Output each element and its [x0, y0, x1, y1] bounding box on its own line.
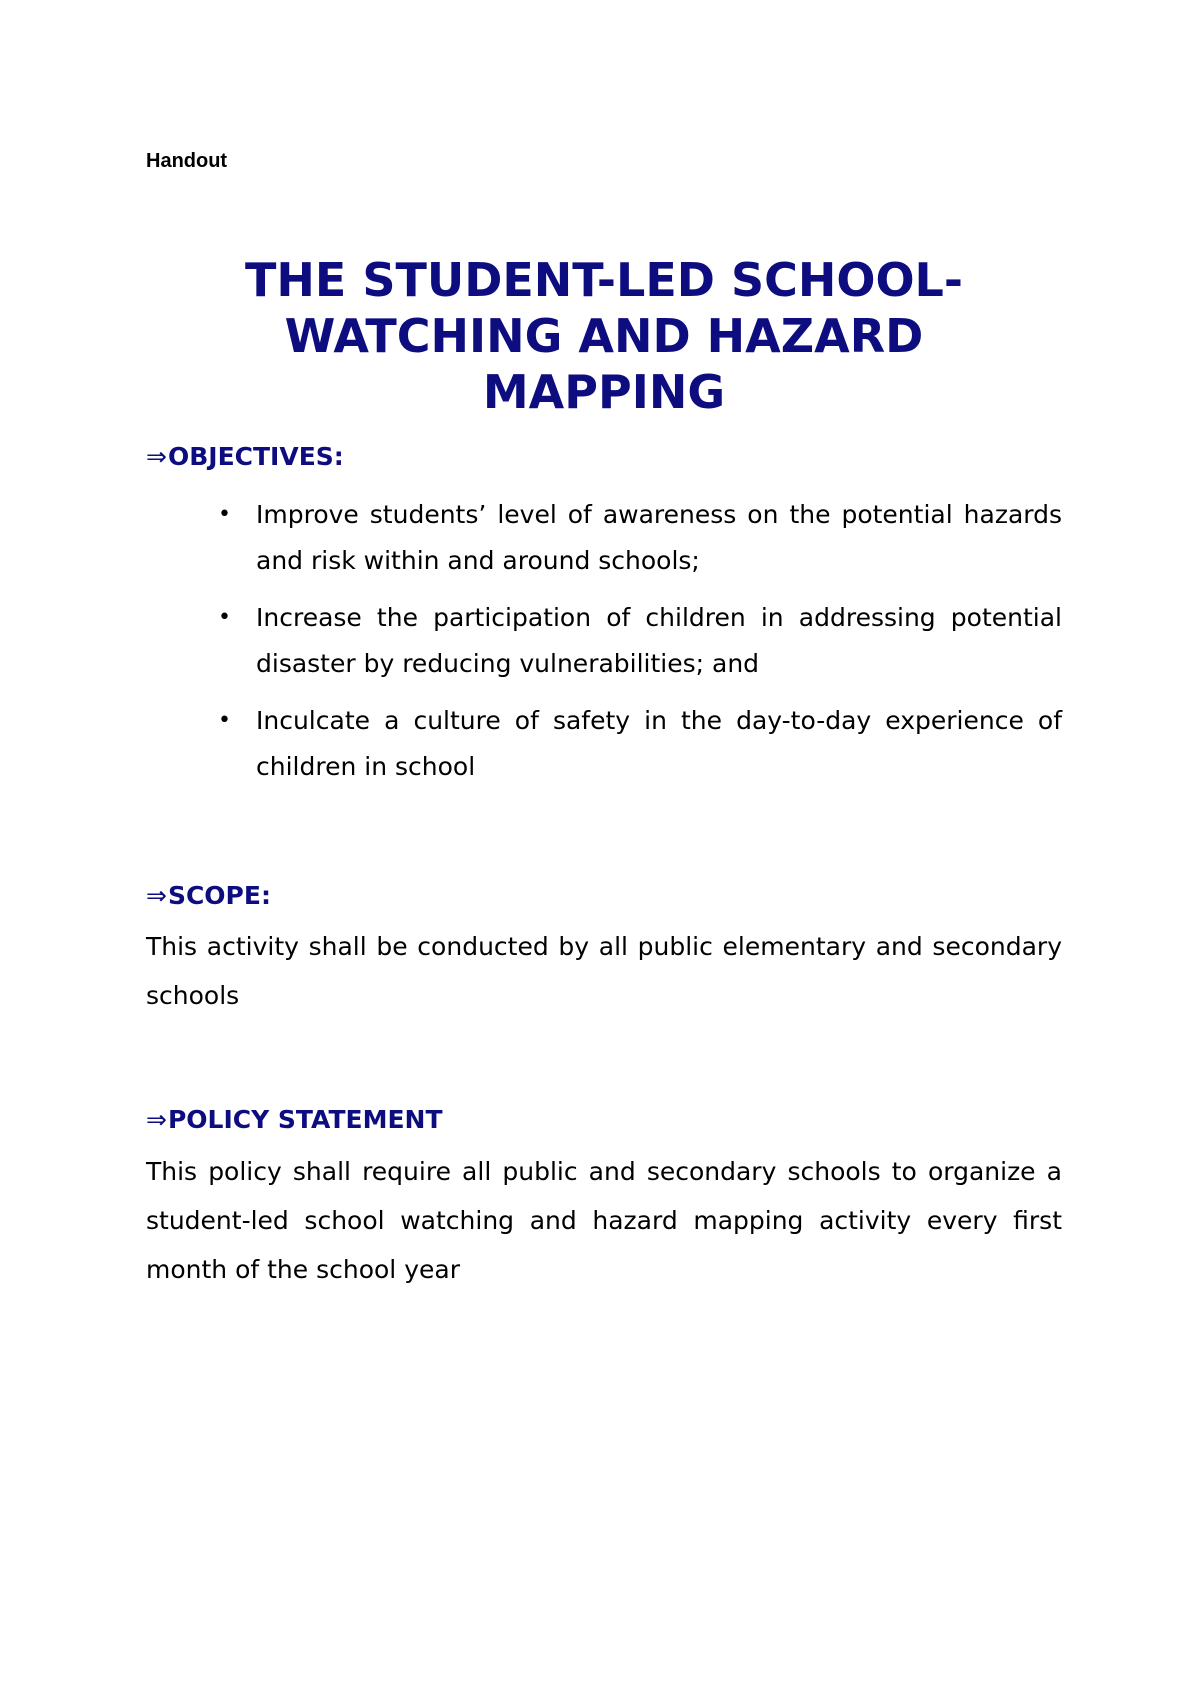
objectives-heading	[146, 441, 344, 473]
objective-text: Improve students’ level of awareness on the potential hazards and risk within and around schools;	[256, 500, 1062, 575]
objectives-list	[146, 492, 1062, 801]
document-title	[146, 252, 1062, 420]
title-line-2: WATCHING AND HAZARD	[284, 309, 924, 363]
double-arrow-icon: ⇒	[146, 442, 167, 471]
bullet-icon: •	[218, 605, 231, 630]
objectives-heading-text: OBJECTIVES:	[167, 442, 344, 471]
objective-text: Increase the participation of children in addressing potential disaster by reducing vulnerabilities; and	[256, 603, 1062, 678]
objective-item	[146, 492, 1062, 584]
scope-paragraph: This activity shall be conducted by all public elementary and secondary schools	[146, 932, 1062, 1010]
objective-text: Inculcate a culture of safety in the day-to-day experience of children in school	[256, 706, 1062, 781]
scope-heading	[146, 880, 271, 912]
policy-paragraph: This policy shall require all public and secondary schools to organize a student-led school watching and hazard mapping activity every first month of the school year	[146, 1157, 1062, 1284]
bullet-icon: •	[218, 708, 231, 733]
handout-label: Handout	[146, 150, 228, 172]
scope-heading-text: SCOPE:	[167, 881, 271, 910]
objective-item	[146, 595, 1062, 687]
title-line-1: THE STUDENT-LED SCHOOL-	[245, 253, 963, 307]
double-arrow-icon: ⇒	[146, 1105, 167, 1134]
double-arrow-icon: ⇒	[146, 881, 167, 910]
title-line-3: MAPPING	[482, 365, 726, 419]
objective-item	[146, 698, 1062, 790]
bullet-icon: •	[218, 502, 231, 527]
policy-heading-text: POLICY STATEMENT	[167, 1105, 443, 1134]
policy-heading	[146, 1104, 443, 1136]
